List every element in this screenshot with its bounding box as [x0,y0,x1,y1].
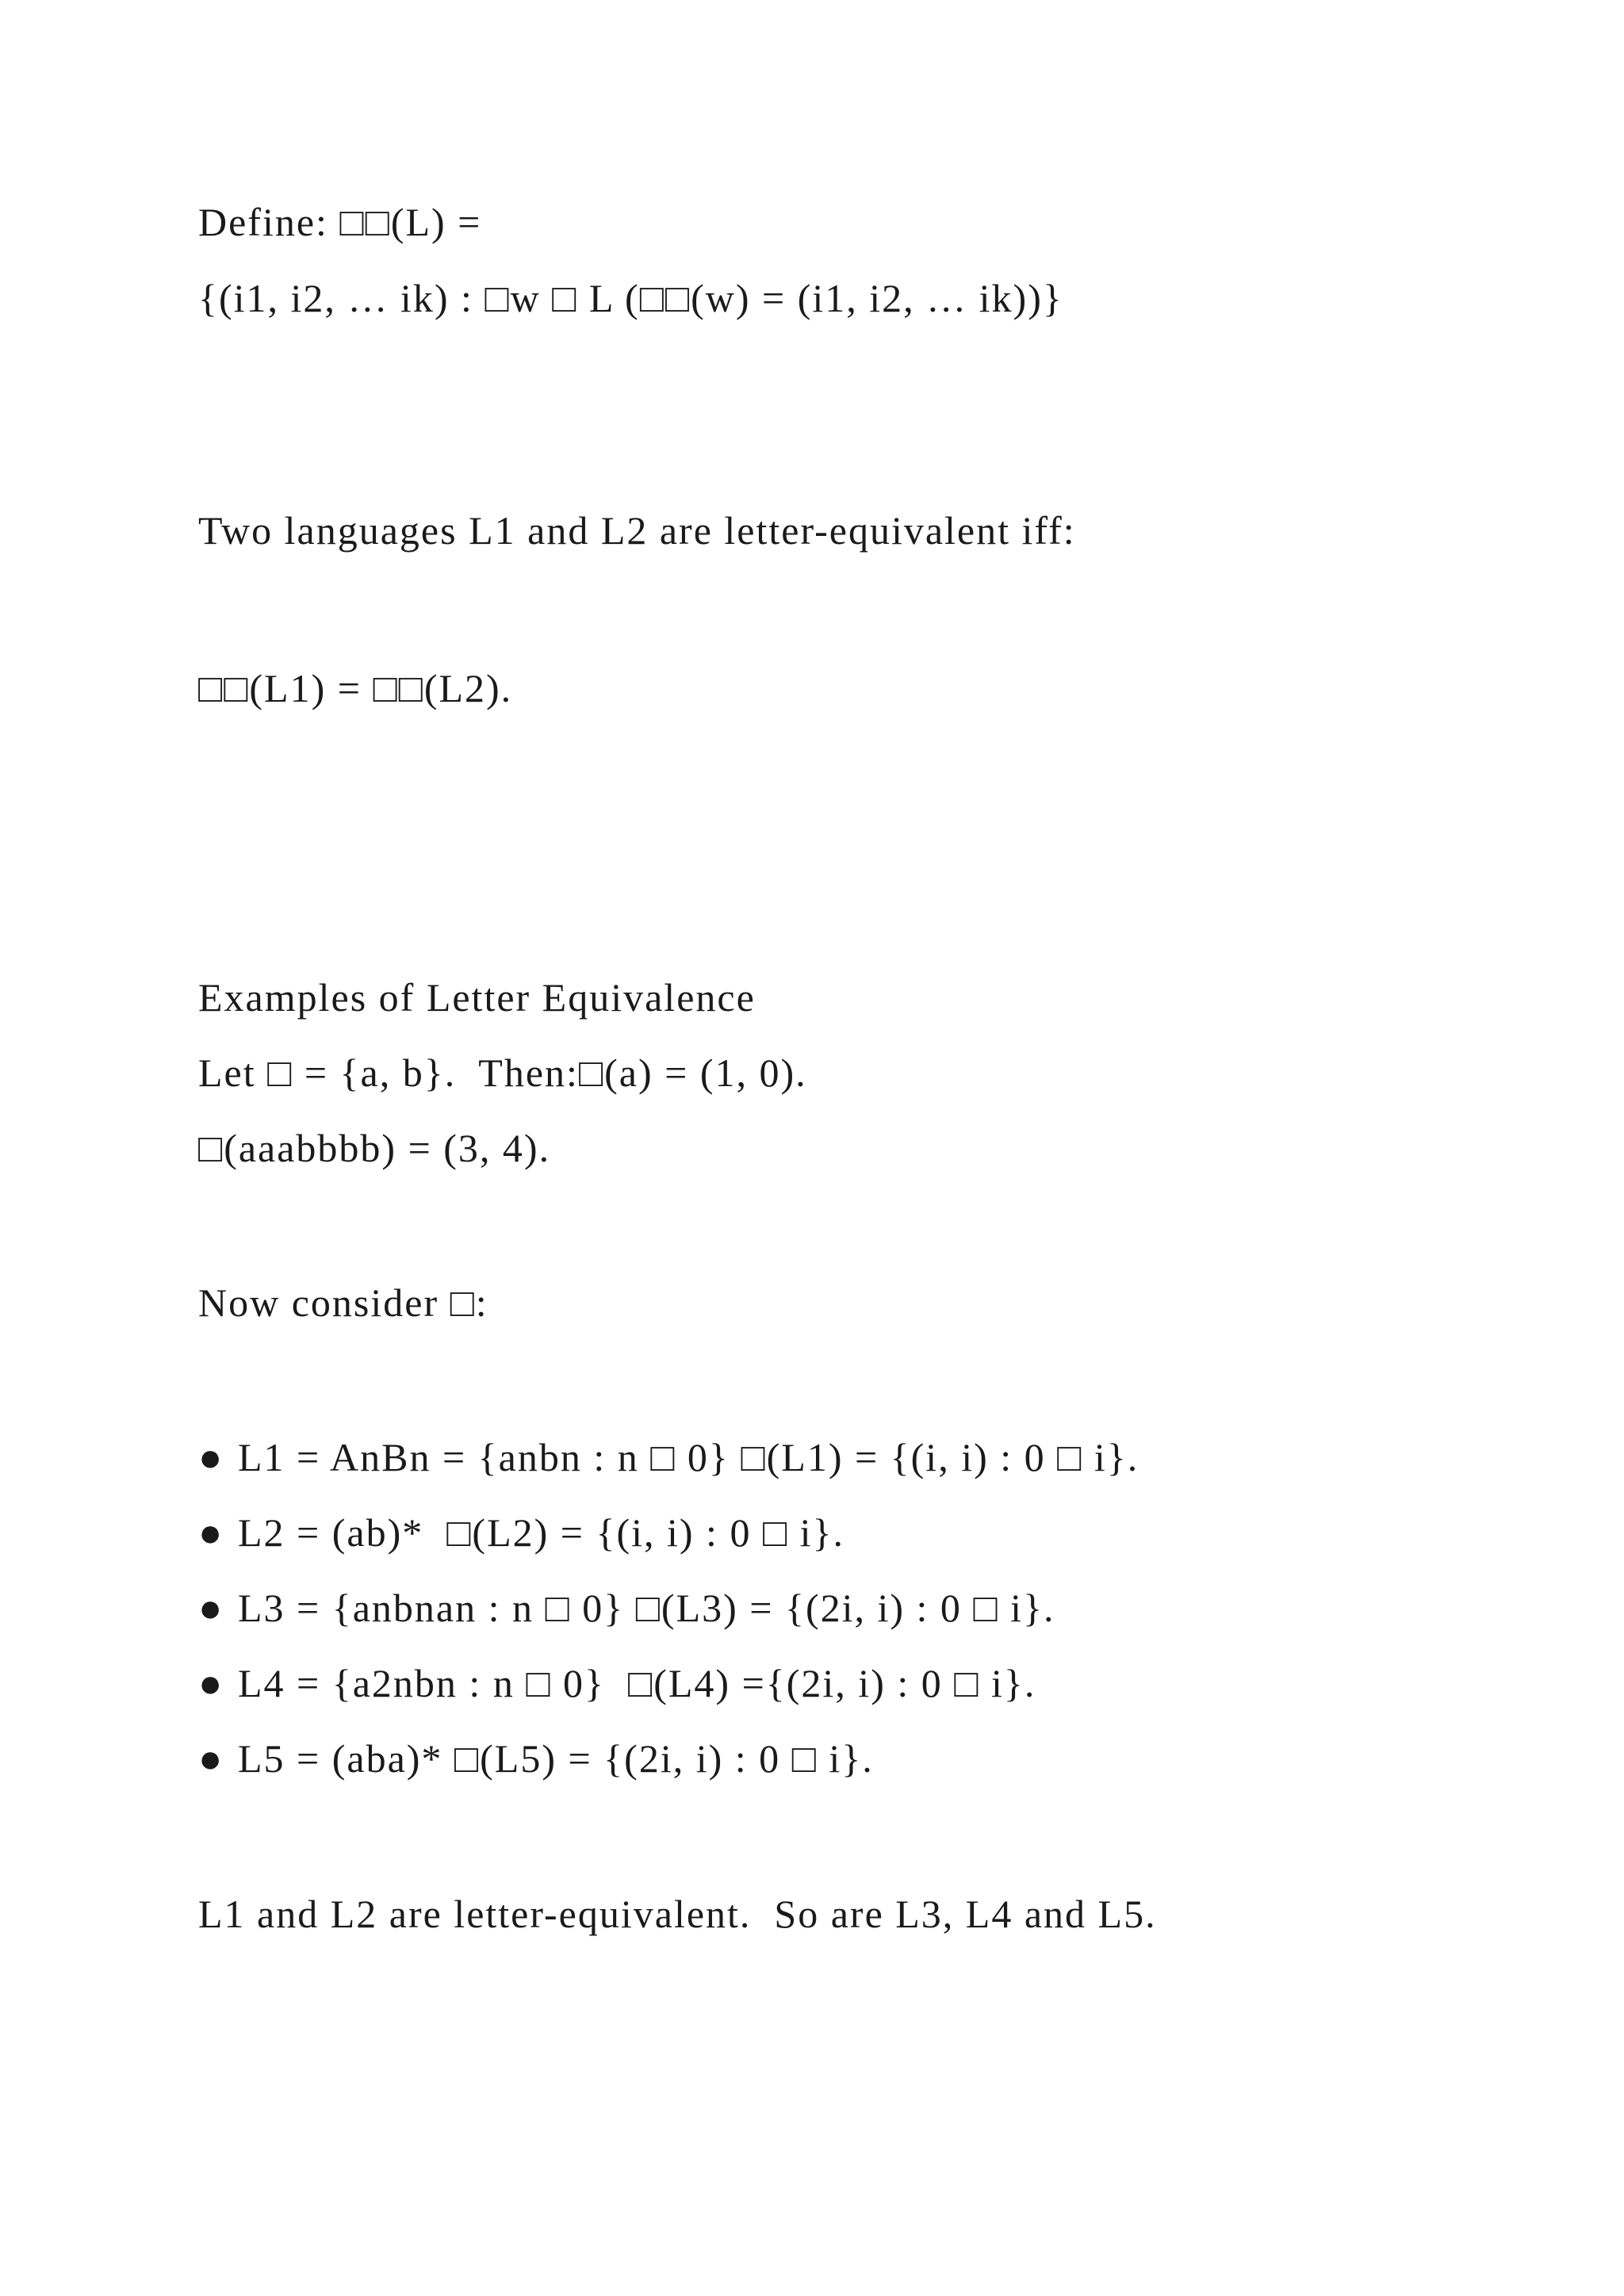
letter-equivalence-condition: □□(L1) = □□(L2). [198,666,513,710]
list-item [198,1735,874,1782]
definition-line-1: Define: □□(L) = [198,200,482,244]
definition-line-2: {(i1, i2, … ik) : □w □ L (□□(w) = (i1, i2, … ik))} [198,276,1063,320]
list-item [198,1509,845,1556]
list-item-text: L5 = (aba)* □(L5) = {(2i, i) : 0 □ i}. [238,1736,874,1781]
list-item-text: L2 = (ab)* □(L2) = {(i, i) : 0 □ i}. [238,1510,845,1555]
letter-equivalence-statement: Two languages L1 and L2 are letter-equivalent iff: [198,508,1076,553]
list-item-text: L1 = AnBn = {anbn : n □ 0} □(L1) = {(i, i) : 0 □ i}. [238,1435,1139,1479]
list-item [198,1584,1055,1632]
examples-consider-line: Now consider □: [198,1280,488,1325]
list-item [198,1659,1036,1707]
bullet-icon: ● [198,1586,224,1630]
examples-psi-line: □(aaabbbb) = (3, 4). [198,1126,551,1170]
list-item-text: L3 = {anbnan : n □ 0} □(L3) = {(2i, i) : 0 □ i}. [238,1586,1055,1630]
examples-heading: Examples of Letter Equivalence [198,975,756,1020]
bullet-icon: ● [198,1661,224,1705]
list-item-text: L4 = {a2nbn : n □ 0} □(L4) ={(2i, i) : 0 □ i}. [238,1661,1036,1705]
bullet-icon: ● [198,1510,224,1555]
bullet-icon: ● [198,1736,224,1781]
examples-let-line: Let □ = {a, b}. Then:□(a) = (1, 0). [198,1050,807,1095]
examples-conclusion: L1 and L2 are letter-equivalent. So are L3, L4 and L5. [198,1892,1157,1936]
bullet-icon: ● [198,1435,224,1479]
list-item [198,1433,1139,1481]
